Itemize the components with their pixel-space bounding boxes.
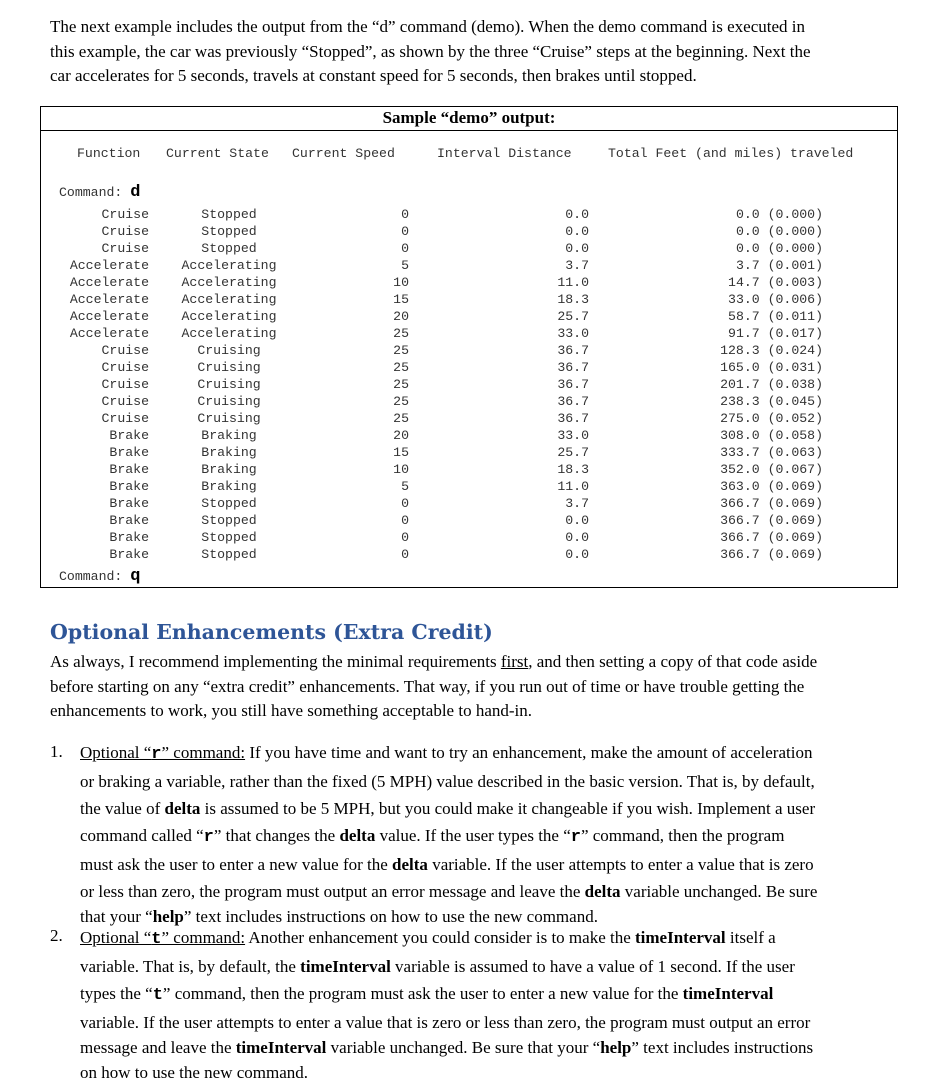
total-cell: 366.7 (0.069) (720, 496, 823, 511)
output-row (41, 308, 897, 325)
output-row (41, 325, 897, 342)
item-text: variable. If the user attempts to enter a value that is zero (427, 855, 814, 874)
optional-text: As always, I recommend implementing the minimal requirements (50, 652, 497, 671)
speed-cell: 25 (393, 377, 409, 392)
state-cell: Cruising (197, 343, 261, 358)
list-number: 2. (50, 926, 63, 945)
optional-line-1 (50, 650, 895, 675)
function-cell: Brake (109, 496, 149, 511)
total-cell: 352.0 (0.067) (720, 462, 823, 477)
total-cell: 366.7 (0.069) (720, 530, 823, 545)
state-cell: Accelerating (181, 326, 277, 341)
total-cell: 58.7 (0.011) (728, 309, 823, 324)
function-cell: Cruise (101, 377, 149, 392)
interval-cell: 33.0 (557, 428, 589, 443)
state-cell: Stopped (201, 496, 257, 511)
interval-cell: 11.0 (557, 479, 589, 494)
function-cell: Brake (109, 428, 149, 443)
interval-cell: 0.0 (565, 547, 589, 562)
item-title (80, 928, 245, 947)
state-cell: Cruising (197, 360, 261, 375)
interval-cell: 0.0 (565, 530, 589, 545)
state-cell: Cruising (197, 394, 261, 409)
total-cell: 91.7 (0.017) (728, 326, 823, 341)
output-row (41, 529, 897, 546)
speed-cell: 0 (401, 496, 409, 511)
speed-cell: 20 (393, 309, 409, 324)
state-cell: Braking (201, 479, 257, 494)
speed-cell: 25 (393, 360, 409, 375)
state-cell: Stopped (201, 547, 257, 562)
output-row (41, 393, 897, 410)
item-text: that your “ (80, 907, 153, 926)
interval-cell: 36.7 (557, 411, 589, 426)
function-cell: Accelerate (69, 258, 149, 273)
function-cell: Brake (109, 513, 149, 528)
interval-cell: 18.3 (557, 292, 589, 307)
item-text: ” command, then the program must ask the user to enter a new value for the (162, 984, 683, 1003)
code-r: r (570, 828, 581, 847)
total-cell: 0.0 (0.000) (735, 224, 823, 239)
item-text: If you have time and want to try an enhancement, make the amount of acceleration (245, 743, 813, 762)
state-cell: Accelerating (181, 309, 277, 324)
total-cell: 0.0 (0.000) (735, 207, 823, 222)
output-row (41, 512, 897, 529)
total-cell: 333.7 (0.063) (720, 445, 823, 460)
code-r: r (151, 745, 162, 764)
optional-text: , and then setting a copy of that code aside (528, 652, 818, 671)
title-text: ” command: (161, 743, 246, 762)
code-r: r (203, 828, 214, 847)
optional-line-3: enhancements to work, you still have something acceptable to hand-in. (50, 701, 533, 720)
output-row (41, 240, 897, 257)
item-text: message and leave the (80, 1038, 236, 1057)
list-body (80, 924, 895, 1086)
function-cell: Cruise (101, 241, 149, 256)
speed-cell: 0 (401, 207, 409, 222)
item-text: on how to use the new command. (80, 1063, 309, 1082)
speed-cell: 10 (393, 462, 409, 477)
item-text: the value of (80, 799, 165, 818)
intro-paragraph (50, 15, 895, 89)
command-line-q (59, 567, 140, 586)
header-total-feet: Total Feet (and miles) traveled (608, 146, 854, 161)
total-cell: 165.0 (0.031) (720, 360, 823, 375)
function-cell: Accelerate (69, 275, 149, 290)
code-t: t (152, 986, 163, 1005)
delta-bold: delta (164, 799, 201, 818)
header-function: Function (77, 146, 141, 161)
help-bold: help (600, 1038, 632, 1057)
output-row (41, 274, 897, 291)
intro-line-2: this example, the car was previously “Stopped”, as shown by the three “Cruise” steps at the beginning. Next the (50, 41, 811, 61)
item-text: value. If the user types the “ (375, 826, 571, 845)
state-cell: Stopped (201, 224, 257, 239)
function-cell: Brake (109, 530, 149, 545)
interval-cell: 11.0 (557, 275, 589, 290)
function-cell: Accelerate (69, 309, 149, 324)
output-row (41, 342, 897, 359)
function-cell: Cruise (101, 207, 149, 222)
interval-cell: 18.3 (557, 462, 589, 477)
total-cell: 275.0 (0.052) (720, 411, 823, 426)
speed-cell: 5 (401, 479, 409, 494)
item-text: or braking a variable, rather than the fixed (5 MPH) value described in the basic version. That is, by default, (80, 772, 815, 791)
header-current-speed: Current Speed (292, 146, 395, 161)
state-cell: Stopped (201, 207, 257, 222)
function-cell: Accelerate (69, 326, 149, 341)
command-label: Command: (59, 569, 123, 584)
state-cell: Braking (201, 428, 257, 443)
title-text: Optional “ (80, 743, 152, 762)
speed-cell: 5 (401, 258, 409, 273)
speed-cell: 10 (393, 275, 409, 290)
command-char-q: q (130, 567, 141, 586)
function-cell: Cruise (101, 394, 149, 409)
command-char-d: d (130, 183, 141, 202)
function-cell: Cruise (101, 224, 149, 239)
sample-output-box (40, 106, 898, 588)
item-text: is assumed to be 5 MPH, but you could make it changeable if you wish. Implement a user (200, 799, 816, 818)
delta-bold: delta (392, 855, 428, 874)
function-cell: Cruise (101, 411, 149, 426)
interval-cell: 0.0 (565, 207, 589, 222)
intro-line-3: car accelerates for 5 seconds, travels at constant speed for 5 seconds, then brakes until stopped. (50, 66, 697, 85)
function-cell: Cruise (101, 343, 149, 358)
timeinterval-bold: timeInterval (235, 1038, 327, 1057)
item-text: types the “ (80, 984, 153, 1003)
header-interval-distance: Interval Distance (437, 146, 572, 161)
interval-cell: 0.0 (565, 513, 589, 528)
item-text: variable. That is, by default, the (80, 957, 301, 976)
total-cell: 3.7 (0.001) (735, 258, 823, 273)
optional-line-2: before starting on any “extra credit” enhancements. That way, if you run out of time or have trouble getting the (50, 676, 805, 696)
state-cell: Braking (201, 462, 257, 477)
output-row (41, 478, 897, 495)
speed-cell: 0 (401, 241, 409, 256)
total-cell: 201.7 (0.038) (720, 377, 823, 392)
output-row (41, 410, 897, 427)
command-label: Command: (59, 185, 123, 200)
output-row (41, 495, 897, 512)
total-cell: 14.7 (0.003) (728, 275, 823, 290)
function-cell: Accelerate (69, 292, 149, 307)
total-cell: 0.0 (0.000) (735, 241, 823, 256)
timeinterval-bold: timeInterval (300, 957, 391, 976)
optional-enhancements-heading: Optional Enhancements (Extra Credit) (50, 620, 493, 644)
function-cell: Brake (109, 479, 149, 494)
header-current-state: Current State (166, 146, 269, 161)
item-text: variable. If the user attempts to enter a value that is zero or less than zero, the program must output an error (80, 1013, 811, 1032)
list-number: 1. (50, 742, 63, 761)
interval-cell: 36.7 (557, 377, 589, 392)
speed-cell: 0 (401, 547, 409, 562)
output-row (41, 291, 897, 308)
intro-line-1: The next example includes the output from the “d” command (demo). When the demo command is executed in (50, 17, 806, 36)
item-text: Another enhancement you could consider is to make the (245, 928, 636, 947)
item-text: command called “ (80, 826, 204, 845)
state-cell: Accelerating (181, 258, 277, 273)
speed-cell: 25 (393, 343, 409, 358)
function-cell: Brake (109, 462, 149, 477)
timeinterval-bold: timeInterval (682, 984, 774, 1003)
speed-cell: 25 (393, 411, 409, 426)
code-t: t (151, 930, 162, 949)
interval-cell: 0.0 (565, 241, 589, 256)
item-text: ” that changes the (213, 826, 340, 845)
interval-cell: 3.7 (565, 258, 589, 273)
item-text: must ask the user to enter a new value for the (80, 855, 393, 874)
state-cell: Cruising (197, 377, 261, 392)
state-cell: Stopped (201, 241, 257, 256)
item-text: variable unchanged. Be sure (620, 882, 818, 901)
speed-cell: 25 (393, 326, 409, 341)
total-cell: 366.7 (0.069) (720, 547, 823, 562)
speed-cell: 25 (393, 394, 409, 409)
state-cell: Accelerating (181, 275, 277, 290)
state-cell: Braking (201, 445, 257, 460)
speed-cell: 15 (393, 292, 409, 307)
total-cell: 128.3 (0.024) (720, 343, 823, 358)
first-underlined: first (500, 652, 529, 671)
interval-cell: 3.7 (565, 496, 589, 511)
output-row (41, 376, 897, 393)
output-row (41, 206, 897, 223)
item-text: itself a (725, 928, 776, 947)
total-cell: 363.0 (0.069) (720, 479, 823, 494)
speed-cell: 20 (393, 428, 409, 443)
speed-cell: 0 (401, 530, 409, 545)
item-text: ” text includes instructions (631, 1038, 814, 1057)
item-title (80, 743, 245, 762)
timeinterval-bold: timeInterval (635, 928, 726, 947)
function-cell: Brake (109, 445, 149, 460)
state-cell: Accelerating (181, 292, 277, 307)
interval-cell: 36.7 (557, 394, 589, 409)
output-row (41, 444, 897, 461)
help-bold: help (152, 907, 184, 926)
title-text: Optional “ (80, 928, 152, 947)
output-row (41, 546, 897, 563)
speed-cell: 0 (401, 224, 409, 239)
command-line-d (59, 183, 140, 202)
output-row (41, 461, 897, 478)
function-cell: Cruise (101, 360, 149, 375)
item-text: variable is assumed to have a value of 1 second. If the user (390, 957, 795, 976)
speed-cell: 15 (393, 445, 409, 460)
interval-cell: 25.7 (557, 309, 589, 324)
interval-cell: 25.7 (557, 445, 589, 460)
item-text: variable unchanged. Be sure that your “ (326, 1038, 601, 1057)
delta-bold: delta (584, 882, 621, 901)
interval-cell: 36.7 (557, 360, 589, 375)
total-cell: 308.0 (0.058) (720, 428, 823, 443)
state-cell: Cruising (197, 411, 261, 426)
sample-title: Sample “demo” output: (41, 107, 897, 131)
item-text: ” command, then the program (580, 826, 785, 845)
delta-bold: delta (339, 826, 376, 845)
total-cell: 238.3 (0.045) (720, 394, 823, 409)
output-row (41, 223, 897, 240)
state-cell: Stopped (201, 530, 257, 545)
function-cell: Brake (109, 547, 149, 562)
item-text: ” text includes instructions on how to use the new command. (183, 907, 598, 926)
total-cell: 33.0 (0.006) (728, 292, 823, 307)
state-cell: Stopped (201, 513, 257, 528)
interval-cell: 0.0 (565, 224, 589, 239)
interval-cell: 33.0 (557, 326, 589, 341)
terminal-output (41, 107, 897, 587)
speed-cell: 0 (401, 513, 409, 528)
output-row (41, 427, 897, 444)
output-row (41, 257, 897, 274)
list-body (80, 739, 895, 928)
item-text: or less than zero, the program must output an error message and leave the (80, 882, 585, 901)
optional-paragraph (50, 650, 895, 724)
interval-cell: 36.7 (557, 343, 589, 358)
title-text: ” command: (161, 928, 246, 947)
output-row (41, 359, 897, 376)
total-cell: 366.7 (0.069) (720, 513, 823, 528)
